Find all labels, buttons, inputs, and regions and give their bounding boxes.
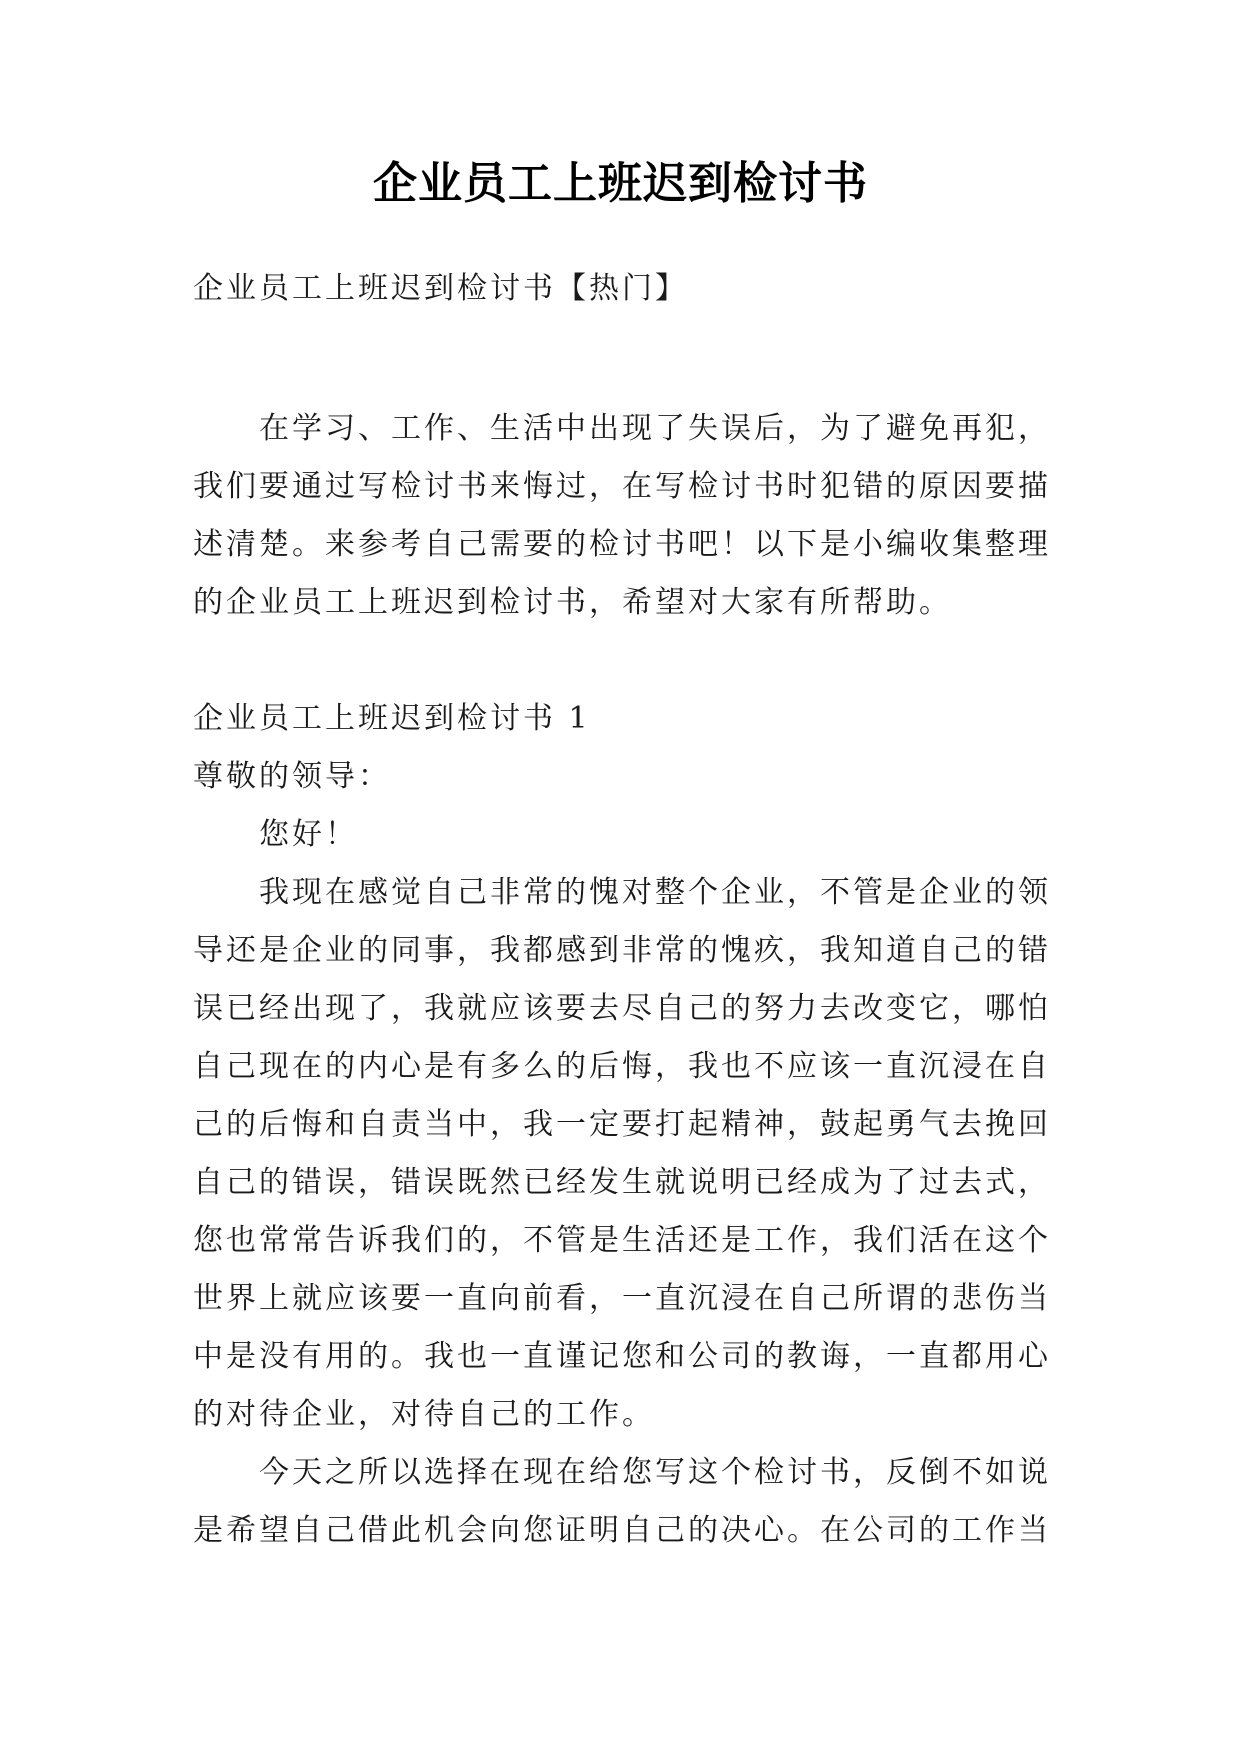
document-title: 企业员工上班迟到检讨书 xyxy=(373,158,868,209)
paragraph-line: 的对待企业，对待自己的工作。 xyxy=(193,1397,655,1432)
intro-line: 述清楚。来参考自己需要的检讨书吧！以下是小编收集整理 xyxy=(193,527,1051,562)
paragraph-line: 世界上就应该要一直向前看，一直沉浸在自己所谓的悲伤当 xyxy=(193,1281,1051,1316)
intro-paragraph xyxy=(193,400,1073,632)
section-heading xyxy=(193,690,1073,748)
paragraph-line: 自己的错误，错误既然已经发生就说明已经成为了过去式， xyxy=(193,1165,1051,1200)
paragraph-line: 己的后悔和自责当中，我一定要打起精神，鼓起勇气去挽回 xyxy=(193,1107,1051,1142)
paragraph-line: 我现在感觉自己非常的愧对整个企业，不管是企业的领 xyxy=(259,875,1051,910)
paragraph-line: 是希望自己借此机会向您证明自己的决心。在公司的工作当 xyxy=(193,1513,1051,1548)
subtitle xyxy=(193,260,1073,318)
intro-line: 的企业员工上班迟到检讨书，希望对大家有所帮助。 xyxy=(193,585,952,620)
letter-body xyxy=(193,748,1073,1560)
intro-line: 在学习、工作、生活中出现了失误后，为了避免再犯， xyxy=(259,411,1051,446)
salutation: 尊敬的领导： xyxy=(193,759,391,794)
paragraph-line: 误已经出现了，我就应该要去尽自己的努力去改变它，哪怕 xyxy=(193,991,1051,1026)
greeting: 您好！ xyxy=(259,817,358,852)
subtitle-text: 企业员工上班迟到检讨书【热门】 xyxy=(193,271,688,306)
paragraph-line: 自己现在的内心是有多么的后悔，我也不应该一直沉浸在自 xyxy=(193,1049,1051,1084)
intro-line: 我们要通过写检讨书来悔过，在写检讨书时犯错的原因要描 xyxy=(193,469,1051,504)
paragraph-line: 您也常常告诉我们的，不管是生活还是工作，我们活在这个 xyxy=(193,1223,1051,1258)
section-heading-text: 企业员工上班迟到检讨书 1 xyxy=(193,701,591,736)
paragraph-line: 导还是企业的同事，我都感到非常的愧疚，我知道自己的错 xyxy=(193,933,1051,968)
paragraph-line: 今天之所以选择在现在给您写这个检讨书，反倒不如说 xyxy=(259,1455,1051,1490)
paragraph-line: 中是没有用的。我也一直谨记您和公司的教诲，一直都用心 xyxy=(193,1339,1051,1374)
